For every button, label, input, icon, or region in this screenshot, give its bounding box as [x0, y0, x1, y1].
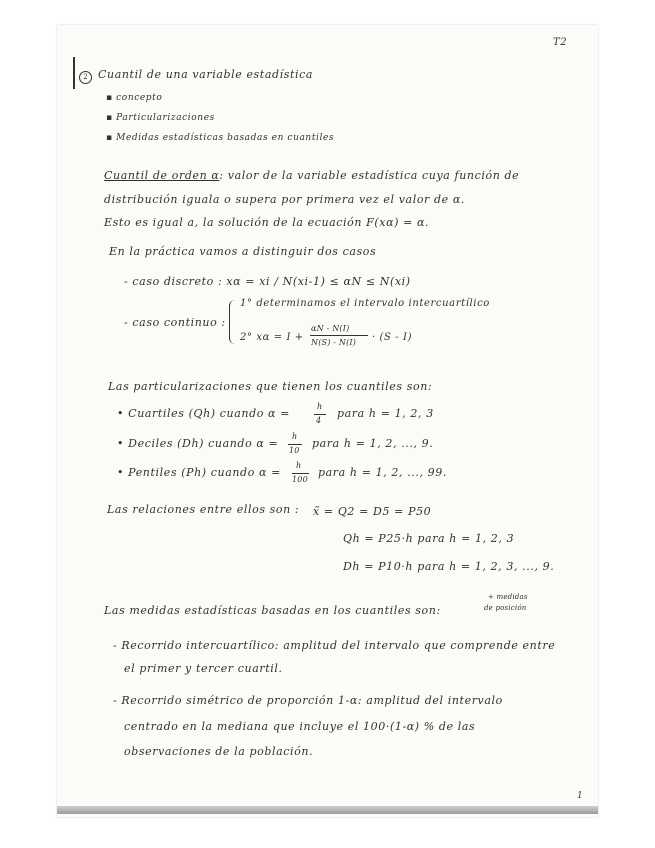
measures-intro: Las medidas estadísticas basadas en los cuantiles son: — [104, 604, 441, 617]
quartiles-den: 4 — [316, 416, 322, 425]
outline-item-1: ▪ concepto — [106, 93, 163, 103]
pentiles-den: 100 — [292, 475, 308, 484]
quartiles-num: h — [317, 402, 323, 411]
fraction-numerator: αN - N(I) — [311, 324, 350, 333]
page-number: 1 — [577, 791, 584, 801]
measure-iqr-line-2: el primer y tercer cuartil. — [124, 662, 283, 675]
pentiles-num: h — [296, 461, 302, 470]
relations-intro: Las relaciones entre ellos son : — [107, 503, 300, 516]
deciles-line: • Deciles (Dh) cuando α = — [117, 437, 279, 450]
section-title: Cuantil de una variable estadística — [98, 68, 314, 81]
definition-line-2: distribución iguala o supera por primera vez el valor de α. — [104, 193, 465, 206]
pentiles-range: para h = 1, 2, ..., 99. — [318, 466, 447, 479]
deciles-num: h — [292, 432, 298, 441]
margin-bar — [73, 57, 75, 89]
deciles-frac-bar — [288, 444, 302, 445]
continuous-case-label: - caso continuo : — [124, 316, 226, 329]
measure-iqr-line-1: - Recorrido intercuartílico: amplitud del intervalo que comprende entre — [113, 639, 556, 652]
definition-line-3: Esto es igual a, la solución de la ecuación F(xα) = α. — [104, 216, 430, 229]
quartiles-frac-bar — [314, 414, 326, 415]
quartiles-line: • Cuartiles (Qh) cuando α = — [117, 407, 290, 420]
deciles-den: 10 — [289, 446, 300, 455]
outline-item-2: ▪ Particularizaciones — [106, 113, 215, 123]
practice-intro: En la práctica vamos a distinguir dos casos — [109, 245, 377, 258]
measure-symmetric-line-3: observaciones de la población. — [124, 745, 314, 758]
relation-deciles: Dh = P10·h para h = 1, 2, 3, ..., 9. — [343, 560, 555, 573]
quartiles-range: para h = 1, 2, 3 — [337, 407, 434, 420]
measure-symmetric-line-2: centrado en la mediana que incluye el 100·(1-α) % de las — [124, 720, 476, 733]
pentiles-frac-bar — [292, 473, 309, 474]
measures-note-1: + medidas — [488, 593, 528, 601]
measures-note-2: de posición — [484, 604, 527, 612]
particularizations-intro: Las particularizaciones que tienen los cuantiles son: — [108, 380, 433, 393]
fraction-denominator: N(S) - N(I) — [311, 338, 357, 347]
outline-item-3: ▪ Medidas estadísticas basadas en cuantiles — [106, 133, 335, 143]
page-corner-label: T2 — [553, 37, 568, 48]
pentiles-line: • Pentiles (Ph) cuando α = — [117, 466, 281, 479]
relation-quartiles: Qh = P25·h para h = 1, 2, 3 — [343, 532, 515, 545]
deciles-range: para h = 1, 2, ..., 9. — [312, 437, 434, 450]
measure-symmetric-line-1: - Recorrido simétrico de proporción 1-α: amplitud del intervalo — [113, 694, 503, 707]
discrete-case: - caso discreto : xα = xi / N(xi-1) ≤ αN ≤ N(xi) — [124, 275, 411, 288]
relation-median: x̃ = Q2 = D5 = P50 — [313, 505, 432, 518]
definition-line-1: Cuantil de orden α: valor de la variable estadística cuya función de — [104, 169, 520, 182]
continuous-step-2: 2° xα = I + — [240, 332, 304, 343]
case-brace — [229, 300, 238, 344]
page-bottom-edge — [57, 806, 598, 814]
continuous-step-2-suffix: · (S - I) — [372, 332, 413, 343]
section-number: 2 — [79, 71, 92, 84]
fraction-bar — [310, 335, 368, 336]
continuous-step-1: 1° determinamos el intervalo intercuartílico — [240, 298, 490, 309]
definition-term: Cuantil de orden α — [104, 169, 220, 182]
